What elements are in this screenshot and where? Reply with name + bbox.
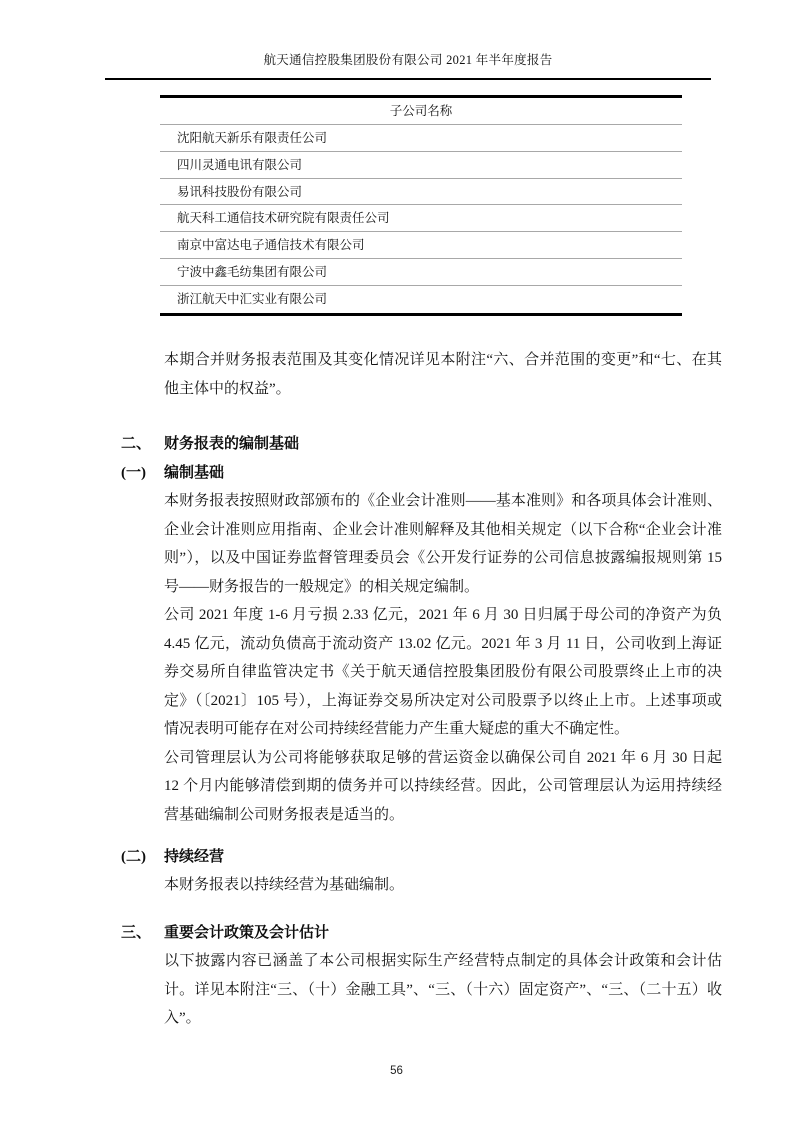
- paragraph: 以下披露内容已涵盖了本公司根据实际生产经营特点制定的具体会计政策和会计估计。详见本附注“三、（十）金融工具”、“三、（十六）固定资产”、“三、（二十五）收入”。: [164, 953, 722, 1026]
- subsection-number: (一): [121, 465, 146, 481]
- section-title: 重要会计政策及会计估计: [164, 925, 330, 941]
- subsection-heading-preparation-basis: [121, 459, 224, 488]
- section-heading-basis-of-preparation: [121, 430, 299, 459]
- page-number: 56: [390, 1065, 403, 1077]
- table-row: 浙江航天中汇实业有限公司: [177, 291, 328, 306]
- accounting-policies-body: [164, 947, 722, 1033]
- subsection-title: 持续经营: [164, 849, 225, 865]
- paragraph: 本财务报表以持续经营为基础编制。: [164, 877, 405, 893]
- section-title: 财务报表的编制基础: [164, 436, 300, 452]
- section-number: 二、: [121, 436, 152, 452]
- going-concern-body: [164, 871, 722, 900]
- paragraph: 公司 2021 年度 1-6 月亏损 2.33 亿元，2021 年 6 月 30 日归属于母公司的净资产为负 4.45 亿元，流动负债高于流动资产 13.02 亿元。2021 年 3 月 11 日，公司收到上海证券交易所自律监管决定书《关于航天通信控股集团股份有限公司股票终止上市的决定》（〔2021〕105 号），上海证券交易所决定对公司股票予以终止上市。上述事项或情况表明可能存在对公司持续经营能力产生重大疑虑的重大不确定性。: [164, 607, 722, 737]
- subsection-number: (二): [121, 849, 146, 865]
- table-row: 四川灵通电讯有限公司: [160, 152, 682, 179]
- table-row: 沈阳航天新乐有限责任公司: [160, 125, 682, 152]
- page-header: [105, 50, 711, 80]
- table-row: 易讯科技股份有限公司: [160, 179, 682, 206]
- section-number: 三、: [121, 925, 152, 941]
- page-header-title: 航天通信控股集团股份有限公司 2021 年半年度报告: [263, 53, 553, 67]
- consolidation-scope-note: [164, 346, 722, 403]
- subsidiaries-table: [160, 95, 682, 316]
- table-header-cell: 子公司名称: [160, 98, 682, 125]
- paragraph: 公司管理层认为公司将能够获取足够的营运资金以确保公司自 2021 年 6 月 30 日起 12 个月内能够清偿到期的债务并可以持续经营。因此，公司管理层认为运用持续经营基础编制公司财务报表是适当的。: [164, 749, 722, 823]
- section-heading-accounting-policies: [121, 919, 329, 948]
- paragraph: 本期合并财务报表范围及其变化情况详见本附注“六、合并范围的变更”和“七、在其他主体中的权益”。: [164, 352, 722, 397]
- preparation-basis-body: [164, 487, 722, 829]
- subsection-title: 编制基础: [164, 465, 225, 481]
- table-row: 宁波中鑫毛纺集团有限公司: [160, 259, 682, 286]
- paragraph: 本财务报表按照财政部颁布的《企业会计准则——基本准则》和各项具体会计准则、企业会计准则应用指南、企业会计准则解释及其他相关规定（以下合称“企业会计准则”），以及中国证券监督管理委员会《公开发行证券的公司信息披露编报规则第 15 号——财务报告的一般规定》的相关规定编制。: [164, 493, 722, 595]
- table-row: 南京中富达电子通信技术有限公司: [160, 232, 682, 259]
- subsection-heading-going-concern: [121, 843, 224, 872]
- table-row: 航天科工通信技术研究院有限责任公司: [160, 205, 682, 232]
